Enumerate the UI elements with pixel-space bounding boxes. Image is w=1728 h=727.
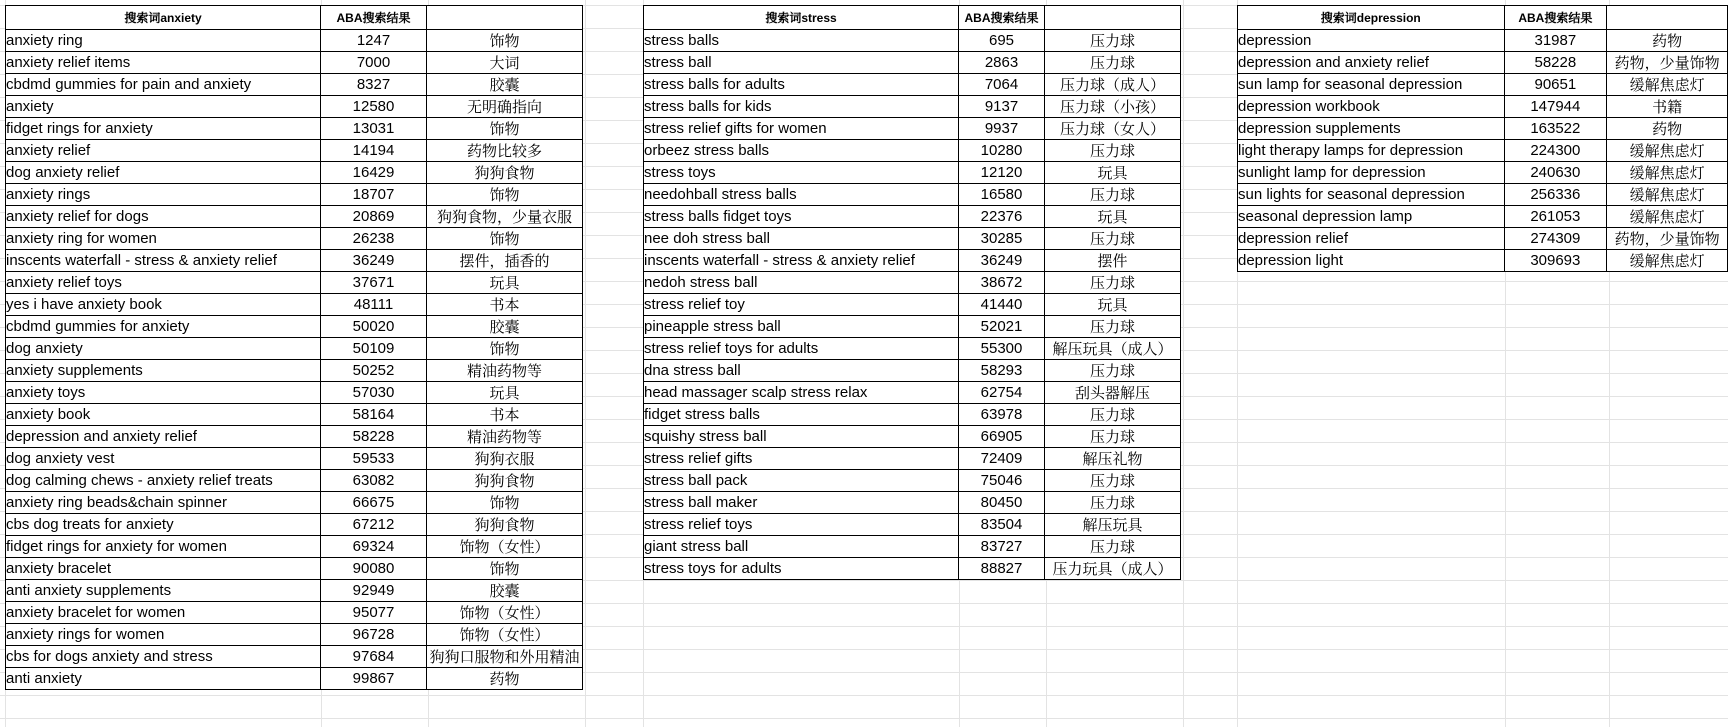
aba-result-cell[interactable]: 83504 bbox=[959, 514, 1045, 536]
category-cell[interactable]: 刮头器解压 bbox=[1045, 382, 1181, 404]
keyword-cell[interactable]: depression supplements bbox=[1238, 118, 1505, 140]
keyword-cell[interactable]: stress toys bbox=[644, 162, 959, 184]
aba-result-cell[interactable]: 12120 bbox=[959, 162, 1045, 184]
category-cell[interactable]: 精油药物等 bbox=[427, 360, 583, 382]
table-row bbox=[6, 118, 583, 140]
table-row bbox=[1238, 184, 1728, 206]
keyword-cell[interactable]: stress balls fidget toys bbox=[644, 206, 959, 228]
aba-result-cell[interactable]: 58228 bbox=[1504, 52, 1607, 74]
header-row bbox=[1238, 6, 1728, 30]
category-cell[interactable]: 药物 bbox=[1607, 118, 1728, 140]
keyword-cell[interactable]: depression bbox=[1238, 30, 1505, 52]
aba-result-cell[interactable]: 1247 bbox=[321, 30, 427, 52]
table-row bbox=[6, 228, 583, 250]
aba-result-cell[interactable]: 62754 bbox=[959, 382, 1045, 404]
category-cell[interactable]: 压力球 bbox=[1045, 470, 1181, 492]
category-cell[interactable]: 压力球 bbox=[1045, 30, 1181, 52]
keyword-cell[interactable]: anxiety bbox=[6, 96, 321, 118]
aba-result-cell[interactable]: 50109 bbox=[321, 338, 427, 360]
table-row bbox=[6, 140, 583, 162]
keyword-cell[interactable]: depression workbook bbox=[1238, 96, 1505, 118]
table-row bbox=[1238, 250, 1728, 272]
keyword-cell[interactable]: cbs dog treats for anxiety bbox=[6, 514, 321, 536]
aba-result-cell[interactable]: 2863 bbox=[959, 52, 1045, 74]
aba-result-cell[interactable]: 224300 bbox=[1504, 140, 1607, 162]
table-row bbox=[6, 316, 583, 338]
keyword-cell[interactable]: stress balls for adults bbox=[644, 74, 959, 96]
category-cell[interactable]: 狗狗食物 bbox=[427, 514, 583, 536]
category-cell[interactable]: 饰物（女性） bbox=[427, 602, 583, 624]
table-row bbox=[644, 184, 1181, 206]
aba-result-cell[interactable]: 57030 bbox=[321, 382, 427, 404]
keyword-cell[interactable]: anxiety supplements bbox=[6, 360, 321, 382]
table-row bbox=[6, 338, 583, 360]
keyword-cell[interactable]: needohball stress balls bbox=[644, 184, 959, 206]
keyword-cell[interactable]: stress relief toy bbox=[644, 294, 959, 316]
aba-result-cell[interactable]: 95077 bbox=[321, 602, 427, 624]
aba-result-cell[interactable]: 695 bbox=[959, 30, 1045, 52]
aba-result-cell[interactable]: 12580 bbox=[321, 96, 427, 118]
header-keyword[interactable]: 搜索词depression bbox=[1238, 6, 1505, 30]
keyword-cell[interactable]: orbeez stress balls bbox=[644, 140, 959, 162]
category-cell[interactable]: 压力球 bbox=[1045, 426, 1181, 448]
table-row bbox=[644, 250, 1181, 272]
header-row bbox=[644, 6, 1181, 30]
table-row bbox=[644, 514, 1181, 536]
keyword-cell[interactable]: sunlight lamp for depression bbox=[1238, 162, 1505, 184]
table-row bbox=[6, 404, 583, 426]
aba-result-cell[interactable]: 48111 bbox=[321, 294, 427, 316]
table-row bbox=[6, 382, 583, 404]
aba-result-cell[interactable]: 37671 bbox=[321, 272, 427, 294]
table-row bbox=[644, 118, 1181, 140]
aba-result-cell[interactable]: 36249 bbox=[321, 250, 427, 272]
category-cell[interactable]: 解压玩具 bbox=[1045, 514, 1181, 536]
aba-result-cell[interactable]: 96728 bbox=[321, 624, 427, 646]
table-row bbox=[6, 580, 583, 602]
category-cell[interactable]: 玩具 bbox=[1045, 206, 1181, 228]
category-cell[interactable]: 缓解焦虑灯 bbox=[1607, 74, 1728, 96]
aba-result-cell[interactable]: 58293 bbox=[959, 360, 1045, 382]
keyword-cell[interactable]: inscents waterfall - stress & anxiety relief bbox=[6, 250, 321, 272]
table-row bbox=[644, 470, 1181, 492]
header-aba-results[interactable]: ABA搜索结果 bbox=[321, 6, 427, 30]
keyword-cell[interactable]: fidget stress balls bbox=[644, 404, 959, 426]
table-row bbox=[6, 360, 583, 382]
aba-result-cell[interactable]: 52021 bbox=[959, 316, 1045, 338]
keyword-cell[interactable]: depression and anxiety relief bbox=[1238, 52, 1505, 74]
aba-result-cell[interactable]: 58228 bbox=[321, 426, 427, 448]
keyword-cell[interactable]: anti anxiety supplements bbox=[6, 580, 321, 602]
aba-result-cell[interactable]: 67212 bbox=[321, 514, 427, 536]
keyword-cell[interactable]: inscents waterfall - stress & anxiety relief bbox=[644, 250, 959, 272]
keyword-cell[interactable]: cbs for dogs anxiety and stress bbox=[6, 646, 321, 668]
aba-result-cell[interactable]: 55300 bbox=[959, 338, 1045, 360]
table-row bbox=[644, 426, 1181, 448]
category-cell[interactable]: 饰物 bbox=[427, 184, 583, 206]
category-cell[interactable]: 缓解焦虑灯 bbox=[1607, 250, 1728, 272]
table-row bbox=[644, 52, 1181, 74]
gridline bbox=[1183, 0, 1184, 727]
category-cell[interactable]: 压力球 bbox=[1045, 492, 1181, 514]
keyword-cell[interactable]: squishy stress ball bbox=[644, 426, 959, 448]
category-cell[interactable]: 玩具 bbox=[427, 382, 583, 404]
category-cell[interactable]: 压力球 bbox=[1045, 184, 1181, 206]
category-cell[interactable]: 狗狗衣服 bbox=[427, 448, 583, 470]
category-cell[interactable]: 压力球 bbox=[1045, 52, 1181, 74]
aba-result-cell[interactable]: 36249 bbox=[959, 250, 1045, 272]
table-row bbox=[6, 206, 583, 228]
category-cell[interactable]: 狗狗食物 bbox=[427, 470, 583, 492]
keyword-cell[interactable]: anxiety book bbox=[6, 404, 321, 426]
category-cell[interactable]: 药物比较多 bbox=[427, 140, 583, 162]
table-row bbox=[644, 536, 1181, 558]
category-cell[interactable]: 饰物 bbox=[427, 338, 583, 360]
keyword-cell[interactable]: dog anxiety vest bbox=[6, 448, 321, 470]
table-row bbox=[1238, 162, 1728, 184]
aba-result-cell[interactable]: 9937 bbox=[959, 118, 1045, 140]
aba-result-cell[interactable]: 9137 bbox=[959, 96, 1045, 118]
keyword-cell[interactable]: stress balls for kids bbox=[644, 96, 959, 118]
table-row bbox=[1238, 96, 1728, 118]
aba-result-cell[interactable]: 59533 bbox=[321, 448, 427, 470]
category-cell[interactable]: 药物 bbox=[1607, 30, 1728, 52]
category-cell[interactable]: 压力球 bbox=[1045, 140, 1181, 162]
table-row bbox=[6, 624, 583, 646]
aba-result-cell[interactable]: 31987 bbox=[1504, 30, 1607, 52]
aba-result-cell[interactable]: 7000 bbox=[321, 52, 427, 74]
keyword-cell[interactable]: anti anxiety bbox=[6, 668, 321, 690]
table-row bbox=[644, 30, 1181, 52]
table-row bbox=[644, 558, 1181, 580]
keyword-cell[interactable]: anxiety bracelet bbox=[6, 558, 321, 580]
table-row bbox=[6, 294, 583, 316]
aba-result-cell[interactable]: 147944 bbox=[1504, 96, 1607, 118]
category-cell[interactable]: 书籍 bbox=[1607, 96, 1728, 118]
category-cell[interactable]: 解压礼物 bbox=[1045, 448, 1181, 470]
keyword-cell[interactable]: pineapple stress ball bbox=[644, 316, 959, 338]
aba-result-cell[interactable]: 97684 bbox=[321, 646, 427, 668]
table-row bbox=[6, 646, 583, 668]
header-category[interactable] bbox=[1607, 6, 1728, 30]
header-category[interactable] bbox=[1045, 6, 1181, 30]
keyword-cell[interactable]: anxiety bracelet for women bbox=[6, 602, 321, 624]
aba-result-cell[interactable]: 90080 bbox=[321, 558, 427, 580]
keyword-cell[interactable]: anxiety rings for women bbox=[6, 624, 321, 646]
table-row bbox=[6, 558, 583, 580]
table-row bbox=[6, 250, 583, 272]
table-row bbox=[6, 514, 583, 536]
aba-result-cell[interactable]: 92949 bbox=[321, 580, 427, 602]
category-cell[interactable]: 书本 bbox=[427, 294, 583, 316]
keyword-cell[interactable]: fidget rings for anxiety bbox=[6, 118, 321, 140]
aba-result-cell[interactable]: 66675 bbox=[321, 492, 427, 514]
header-category[interactable] bbox=[427, 6, 583, 30]
header-row bbox=[6, 6, 583, 30]
table-row bbox=[6, 52, 583, 74]
category-cell[interactable]: 饰物（女性） bbox=[427, 536, 583, 558]
aba-result-cell[interactable]: 274309 bbox=[1504, 228, 1607, 250]
aba-result-cell[interactable]: 14194 bbox=[321, 140, 427, 162]
keyword-cell[interactable]: anxiety ring beads&chain spinner bbox=[6, 492, 321, 514]
table-row bbox=[644, 404, 1181, 426]
table-row bbox=[6, 470, 583, 492]
category-cell[interactable]: 药物，少量饰物 bbox=[1607, 52, 1728, 74]
keyword-cell[interactable]: anxiety relief toys bbox=[6, 272, 321, 294]
aba-result-cell[interactable]: 26238 bbox=[321, 228, 427, 250]
keyword-cell[interactable]: depression relief bbox=[1238, 228, 1505, 250]
aba-result-cell[interactable]: 38672 bbox=[959, 272, 1045, 294]
category-cell[interactable]: 精油药物等 bbox=[427, 426, 583, 448]
table-row bbox=[644, 382, 1181, 404]
category-cell[interactable]: 胶囊 bbox=[427, 74, 583, 96]
category-cell[interactable]: 压力球 bbox=[1045, 228, 1181, 250]
category-cell[interactable]: 书本 bbox=[427, 404, 583, 426]
aba-result-cell[interactable]: 7064 bbox=[959, 74, 1045, 96]
table-row bbox=[6, 668, 583, 690]
category-cell[interactable]: 无明确指向 bbox=[427, 96, 583, 118]
aba-result-cell[interactable]: 261053 bbox=[1504, 206, 1607, 228]
gridline bbox=[0, 695, 1728, 696]
keyword-cell[interactable]: sun lamp for seasonal depression bbox=[1238, 74, 1505, 96]
category-cell[interactable]: 缓解焦虑灯 bbox=[1607, 184, 1728, 206]
keyword-cell[interactable]: anxiety relief for dogs bbox=[6, 206, 321, 228]
table-row bbox=[1238, 228, 1728, 250]
category-cell[interactable]: 饰物 bbox=[427, 558, 583, 580]
category-cell[interactable]: 饰物 bbox=[427, 492, 583, 514]
table-row bbox=[6, 162, 583, 184]
table-row bbox=[1238, 30, 1728, 52]
aba-result-cell[interactable]: 75046 bbox=[959, 470, 1045, 492]
keyword-cell[interactable]: fidget rings for anxiety for women bbox=[6, 536, 321, 558]
table-row bbox=[644, 492, 1181, 514]
aba-result-cell[interactable]: 18707 bbox=[321, 184, 427, 206]
category-cell[interactable]: 饰物（女性） bbox=[427, 624, 583, 646]
keyword-cell[interactable]: stress ball maker bbox=[644, 492, 959, 514]
keyword-cell[interactable]: anxiety ring bbox=[6, 30, 321, 52]
category-cell[interactable]: 摆件 bbox=[1045, 250, 1181, 272]
table-row bbox=[644, 74, 1181, 96]
category-cell[interactable]: 压力球 bbox=[1045, 404, 1181, 426]
keyword-cell[interactable]: yes i have anxiety book bbox=[6, 294, 321, 316]
gridline bbox=[585, 0, 586, 727]
category-cell[interactable]: 解压玩具（成人） bbox=[1045, 338, 1181, 360]
category-cell[interactable]: 压力球（小孩） bbox=[1045, 96, 1181, 118]
aba-result-cell[interactable]: 69324 bbox=[321, 536, 427, 558]
gridline bbox=[0, 718, 1728, 719]
category-cell[interactable]: 饰物 bbox=[427, 228, 583, 250]
keyword-cell[interactable]: head massager scalp stress relax bbox=[644, 382, 959, 404]
keyword-cell[interactable]: stress toys for adults bbox=[644, 558, 959, 580]
category-cell[interactable]: 饰物 bbox=[427, 30, 583, 52]
keyword-cell[interactable]: depression and anxiety relief bbox=[6, 426, 321, 448]
category-cell[interactable]: 缓解焦虑灯 bbox=[1607, 206, 1728, 228]
aba-result-cell[interactable]: 66905 bbox=[959, 426, 1045, 448]
category-cell[interactable]: 玩具 bbox=[427, 272, 583, 294]
table-row bbox=[644, 316, 1181, 338]
header-keyword[interactable]: 搜索词stress bbox=[644, 6, 959, 30]
keyword-cell[interactable]: cbdmd gummies for pain and anxiety bbox=[6, 74, 321, 96]
header-aba-results[interactable]: ABA搜索结果 bbox=[959, 6, 1045, 30]
aba-result-cell[interactable]: 163522 bbox=[1504, 118, 1607, 140]
aba-result-cell[interactable]: 22376 bbox=[959, 206, 1045, 228]
aba-result-cell[interactable]: 30285 bbox=[959, 228, 1045, 250]
keyword-cell[interactable]: sun lights for seasonal depression bbox=[1238, 184, 1505, 206]
category-cell[interactable]: 缓解焦虑灯 bbox=[1607, 162, 1728, 184]
table-row bbox=[644, 448, 1181, 470]
aba-result-cell[interactable]: 256336 bbox=[1504, 184, 1607, 206]
table-row bbox=[1238, 52, 1728, 74]
category-cell[interactable]: 缓解焦虑灯 bbox=[1607, 140, 1728, 162]
aba-result-cell[interactable]: 240630 bbox=[1504, 162, 1607, 184]
category-cell[interactable]: 玩具 bbox=[1045, 294, 1181, 316]
aba-result-cell[interactable]: 63082 bbox=[321, 470, 427, 492]
category-cell[interactable]: 压力球（女人） bbox=[1045, 118, 1181, 140]
stress-table bbox=[643, 5, 1181, 580]
depression-table bbox=[1237, 5, 1728, 272]
category-cell[interactable]: 狗狗食物，少量衣服 bbox=[427, 206, 583, 228]
aba-result-cell[interactable]: 309693 bbox=[1504, 250, 1607, 272]
table-row bbox=[1238, 118, 1728, 140]
category-cell[interactable]: 压力玩具（成人） bbox=[1045, 558, 1181, 580]
table-row bbox=[6, 74, 583, 96]
aba-result-cell[interactable]: 88827 bbox=[959, 558, 1045, 580]
aba-result-cell[interactable]: 41440 bbox=[959, 294, 1045, 316]
keyword-cell[interactable]: dna stress ball bbox=[644, 360, 959, 382]
aba-result-cell[interactable]: 16580 bbox=[959, 184, 1045, 206]
keyword-cell[interactable]: stress relief gifts bbox=[644, 448, 959, 470]
aba-result-cell[interactable]: 8327 bbox=[321, 74, 427, 96]
table-row bbox=[6, 492, 583, 514]
table-row bbox=[644, 228, 1181, 250]
category-cell[interactable]: 玩具 bbox=[1045, 162, 1181, 184]
aba-result-cell[interactable]: 63978 bbox=[959, 404, 1045, 426]
table-row bbox=[1238, 140, 1728, 162]
category-cell[interactable]: 狗狗口服物和外用精油 bbox=[427, 646, 583, 668]
keyword-cell[interactable]: stress ball bbox=[644, 52, 959, 74]
keyword-cell[interactable]: stress relief gifts for women bbox=[644, 118, 959, 140]
table-row bbox=[644, 140, 1181, 162]
table-row bbox=[644, 338, 1181, 360]
category-cell[interactable]: 压力球 bbox=[1045, 272, 1181, 294]
keyword-cell[interactable]: stress balls bbox=[644, 30, 959, 52]
header-keyword[interactable]: 搜索词anxiety bbox=[6, 6, 321, 30]
category-cell[interactable]: 压力球（成人） bbox=[1045, 74, 1181, 96]
aba-result-cell[interactable]: 99867 bbox=[321, 668, 427, 690]
keyword-cell[interactable]: seasonal depression lamp bbox=[1238, 206, 1505, 228]
keyword-cell[interactable]: stress ball pack bbox=[644, 470, 959, 492]
aba-result-cell[interactable]: 80450 bbox=[959, 492, 1045, 514]
header-aba-results[interactable]: ABA搜索结果 bbox=[1504, 6, 1607, 30]
aba-result-cell[interactable]: 13031 bbox=[321, 118, 427, 140]
aba-result-cell[interactable]: 10280 bbox=[959, 140, 1045, 162]
category-cell[interactable]: 胶囊 bbox=[427, 316, 583, 338]
category-cell[interactable]: 胶囊 bbox=[427, 580, 583, 602]
table-row bbox=[6, 272, 583, 294]
anxiety-table bbox=[5, 5, 583, 690]
aba-result-cell[interactable]: 20869 bbox=[321, 206, 427, 228]
table-row bbox=[644, 96, 1181, 118]
table-row bbox=[644, 162, 1181, 184]
keyword-cell[interactable]: anxiety ring for women bbox=[6, 228, 321, 250]
table-row bbox=[644, 294, 1181, 316]
keyword-cell[interactable]: anxiety relief items bbox=[6, 52, 321, 74]
keyword-cell[interactable]: anxiety toys bbox=[6, 382, 321, 404]
table-row bbox=[6, 448, 583, 470]
table-row bbox=[644, 360, 1181, 382]
table-row bbox=[644, 206, 1181, 228]
aba-result-cell[interactable]: 90651 bbox=[1504, 74, 1607, 96]
keyword-cell[interactable]: stress relief toys bbox=[644, 514, 959, 536]
category-cell[interactable]: 饰物 bbox=[427, 118, 583, 140]
keyword-cell[interactable]: anxiety rings bbox=[6, 184, 321, 206]
aba-result-cell[interactable]: 83727 bbox=[959, 536, 1045, 558]
category-cell[interactable]: 大词 bbox=[427, 52, 583, 74]
aba-result-cell[interactable]: 58164 bbox=[321, 404, 427, 426]
category-cell[interactable]: 压力球 bbox=[1045, 316, 1181, 338]
table-row bbox=[6, 536, 583, 558]
category-cell[interactable]: 药物 bbox=[427, 668, 583, 690]
category-cell[interactable]: 压力球 bbox=[1045, 360, 1181, 382]
keyword-cell[interactable]: depression light bbox=[1238, 250, 1505, 272]
keyword-cell[interactable]: dog calming chews - anxiety relief treats bbox=[6, 470, 321, 492]
keyword-cell[interactable]: dog anxiety bbox=[6, 338, 321, 360]
table-row bbox=[1238, 74, 1728, 96]
aba-result-cell[interactable]: 50252 bbox=[321, 360, 427, 382]
table-row bbox=[644, 272, 1181, 294]
table-row bbox=[6, 30, 583, 52]
category-cell[interactable]: 狗狗食物 bbox=[427, 162, 583, 184]
keyword-cell[interactable]: light therapy lamps for depression bbox=[1238, 140, 1505, 162]
table-row bbox=[6, 184, 583, 206]
table-row bbox=[6, 602, 583, 624]
keyword-cell[interactable]: anxiety relief bbox=[6, 140, 321, 162]
keyword-cell[interactable]: stress relief toys for adults bbox=[644, 338, 959, 360]
category-cell[interactable]: 压力球 bbox=[1045, 536, 1181, 558]
table-row bbox=[6, 96, 583, 118]
aba-result-cell[interactable]: 16429 bbox=[321, 162, 427, 184]
table-row bbox=[6, 426, 583, 448]
keyword-cell[interactable]: nedoh stress ball bbox=[644, 272, 959, 294]
keyword-cell[interactable]: cbdmd gummies for anxiety bbox=[6, 316, 321, 338]
aba-result-cell[interactable]: 50020 bbox=[321, 316, 427, 338]
category-cell[interactable]: 药物，少量饰物 bbox=[1607, 228, 1728, 250]
keyword-cell[interactable]: nee doh stress ball bbox=[644, 228, 959, 250]
table-row bbox=[1238, 206, 1728, 228]
keyword-cell[interactable]: dog anxiety relief bbox=[6, 162, 321, 184]
aba-result-cell[interactable]: 72409 bbox=[959, 448, 1045, 470]
category-cell[interactable]: 摆件，插香的 bbox=[427, 250, 583, 272]
keyword-cell[interactable]: giant stress ball bbox=[644, 536, 959, 558]
